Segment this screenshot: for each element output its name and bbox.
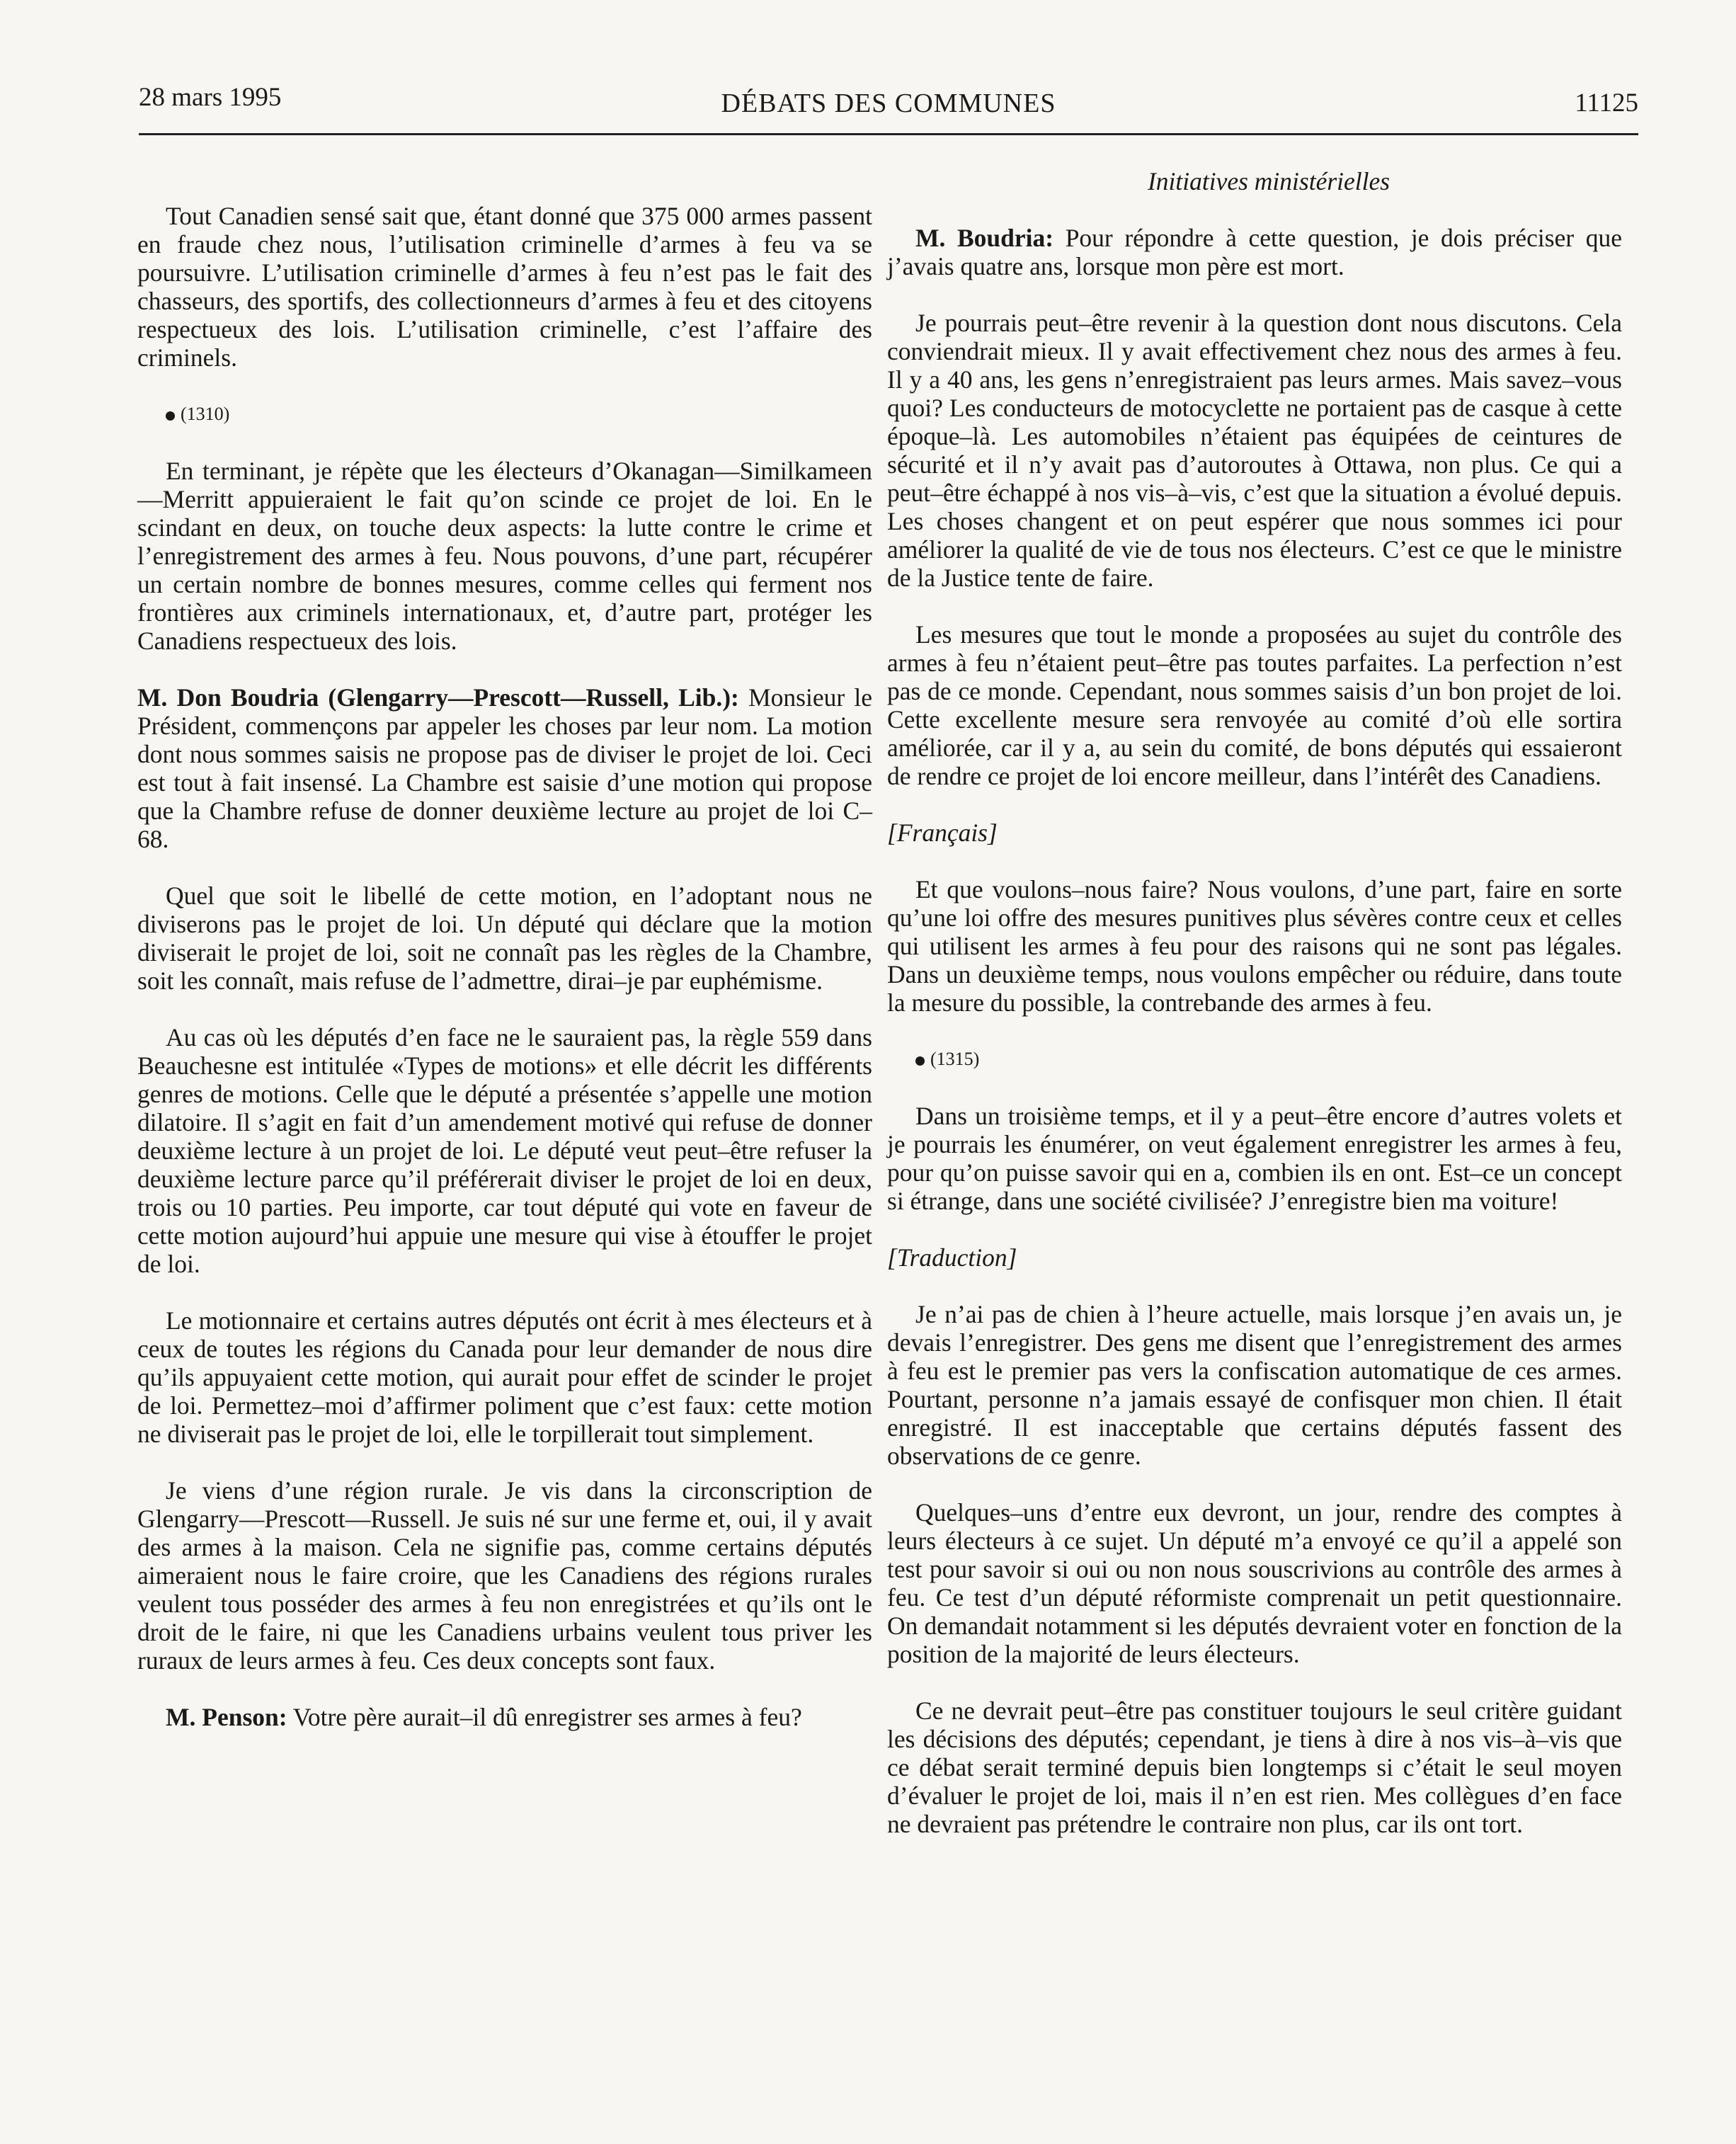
speech-text: Monsieur le Président, commençons par appeler les choses par leur nom. La motion dont nous sommes saisis ne propose pas de diviser le projet de loi. Ceci est tout à fait insensé. La Chambre est saisie d’une motion qui propose que la Chambre refuse de donner deuxième lecture au projet de loi C–68. [137,683,872,853]
paragraph: Dans un troisième temps, et il y a peut–être encore d’autres volets et je pourrais les énumérer, on veut également enregistrer les armes à feu, pour qu’on puisse savoir qui en a, combien ils en ont. Est–ce un concept si étrange, dans une société civilisée? J’enregistre bien ma voiture! [887,1102,1622,1215]
bullet-icon [166,411,175,421]
paragraph: Je pourrais peut–être revenir à la question dont nous discutons. Cela conviendrait mieux. Il y avait effectivement chez nous des armes à feu. Il y a 40 ans, les gens n’enregistraient pas leurs armes. Mais savez–vous quoi? Les conducteurs de motocyclette ne portaient pas de casque à cette époque–là. Les automobiles n’étaient pas équipées de ceintures de sécurité et il n’y avait pas d’autoroutes à Ottawa, non plus. Ce qui a peut–être échappé à nos vis–à–vis, c’est que la situation a évolué depuis. Les choses changent et on peut espérer que nous sommes ici pour améliorer la qualité de vie de tous nos électeurs. C’est ce que le ministre de la Justice tente de faire. [887,309,1622,592]
paragraph: Quelques–uns d’entre eux devront, un jour, rendre des comptes à leurs électeurs à ce sujet. Un député m’a envoyé ce qu’il a appelé son test pour savoir si oui ou non nous souscrivions au contrôle des armes à feu. Ce test d’un député réformiste comprenait un petit questionnaire. On demandait notamment si les députés devraient voter en fonction de la position de la majorité de leurs électeurs. [887,1498,1622,1668]
paragraph: Je n’ai pas de chien à l’heure actuelle, mais lorsque j’en avais un, je devais l’enregistrer. Des gens me disent que l’enregistrement des armes à feu est le premier pas vers la confiscation automatique de ces armes. Pourtant, personne n’a jamais essayé de confisquer mon chien. Il était enregistré. Il est inacceptable que certains députés fassent des observations de ce genre. [887,1300,1622,1470]
time-marker [887,1045,1622,1073]
speech-text: Votre père aurait–il dû enregistrer ses armes à feu? [287,1703,802,1731]
header-title: DÉBATS DES COMMUNES [721,89,1056,118]
speech-paragraph [887,224,1622,280]
language-marker: [Traduction] [887,1243,1017,1272]
paragraph: Je viens d’une région rurale. Je vis dans la circonscription de Glengarry—Prescott—Russell. Je suis né sur une ferme et, oui, il y avait des armes à la maison. Cela ne signifie pas, comme certains députés aimeraient nous le faire croire, que les Canadiens des régions rurales veulent tous posséder des armes à feu non enregistrées et qu’ils ont le droit de le faire, ni que les Canadiens urbains veulent tous priver les ruraux de leurs armes à feu. Ces deux concepts sont faux. [137,1476,872,1675]
page-header [139,79,1638,135]
bullet-icon [915,1056,925,1066]
language-marker: [Français] [887,819,998,847]
speaker-name: M. Don Boudria (Glengarry—Prescott—Russell, Lib.): [137,683,739,712]
header-page-number: 11125 [1575,89,1638,118]
speaker-name: M. Boudria: [915,224,1054,252]
time-marker [137,400,872,428]
speech-paragraph [137,683,872,853]
time-marker-label: (1310) [181,404,230,424]
speech-paragraph [137,1703,872,1731]
section-heading: Initiatives ministérielles [1147,167,1390,195]
paragraph: Le motionnaire et certains autres députés ont écrit à mes électeurs et à ceux de toutes les régions du Canada pour leur demander de nous dire qu’ils appuyaient cette motion, qui aurait pour effet de scinder le projet de loi. Permettez–moi d’affirmer poliment que c’est faux: cette motion ne diviserait pas le projet de loi, elle le torpillerait tout simplement. [137,1306,872,1448]
paragraph: Ce ne devrait peut–être pas constituer toujours le seul critère guidant les décisions des députés; cependant, je tiens à dire à nos vis–à–vis que ce débat serait terminé depuis bien longtemps si c’était le seul moyen d’évaluer le projet de loi, mais il n’en est rien. Mes collègues d’en face ne devraient pas prétendre le contraire non plus, car ils ont tort. [887,1697,1622,1838]
paragraph: Quel que soit le libellé de cette motion, en l’adoptant nous ne diviserons pas le projet de loi. Un député qui déclare que la motion diviserait le projet de loi, soit ne connaît pas les règles de la Chambre, soit les connaît, mais refuse de l’admettre, dirai–je par euphémisme. [137,882,872,995]
paragraph: Tout Canadien sensé sait que, étant donné que 375 000 armes passent en fraude chez nous, l’utilisation criminelle d’armes à feu va se poursuivre. L’utilisation criminelle d’armes à feu n’est pas le fait des chasseurs, des sportifs, des collectionneurs d’armes à feu et des citoyens respectueux des lois. L’utilisation criminelle, c’est l’affaire des criminels. [137,202,872,372]
header-date: 28 mars 1995 [139,83,282,112]
left-column [137,202,872,1760]
time-marker-label: (1315) [930,1049,980,1069]
speech-text: Pour répondre à cette question, je dois préciser que j’avais quatre ans, lorsque mon père est mort. [887,224,1622,280]
paragraph: Et que voulons–nous faire? Nous voulons, d’une part, faire en sorte qu’une loi offre des mesures punitives plus sévères contre ceux et celles qui utilisent les armes à feu pour des raisons qui ne sont pas légales. Dans un deuxième temps, nous voulons empêcher ou réduire, dans toute la mesure du possible, la contrebande des armes à feu. [887,875,1622,1017]
paragraph: Les mesures que tout le monde a proposées au sujet du contrôle des armes à feu n’étaient peut–être pas toutes parfaites. La perfection n’est pas de ce monde. Cependant, nous sommes saisis d’un bon projet de loi. Cette excellente mesure sera renvoyée au comité d’où elle sortira améliorée, car il y a, au sein du comité, de bons députés qui essaieront de rendre ce projet de loi encore meilleur, dans l’intérêt des Canadiens. [887,620,1622,790]
speaker-name: M. Penson: [166,1703,287,1731]
paragraph: En terminant, je répète que les électeurs d’Okanagan—Similkameen—Merritt appuieraient le fait qu’on scinde ce projet de loi. En le scindant en deux, on touche deux aspects: la lutte contre le crime et l’enregistrement des armes à feu. Nous pouvons, d’une part, récupérer un certain nombre de bonnes mesures, comme celles qui ferment nos frontières aux criminels internationaux, et, d’autre part, protéger les Canadiens respectueux des lois. [137,457,872,655]
paragraph: Au cas où les députés d’en face ne le sauraient pas, la règle 559 dans Beauchesne est intitulée «Types de motions» et elle décrit les différents genres de motions. Celle que le député a présentée s’appelle une motion dilatoire. Il s’agit en fait d’un amendement motivé qui refuse de donner deuxième lecture à un projet de loi. Le député veut peut–être refuser la deuxième lecture parce qu’il préférerait diviser le projet de loi en deux, trois ou 10 parties. Peu importe, car tout député qui vote en faveur de cette motion aujourd’hui appuie une mesure qui vise à étouffer le projet de loi. [137,1023,872,1278]
right-column [887,167,1622,1866]
